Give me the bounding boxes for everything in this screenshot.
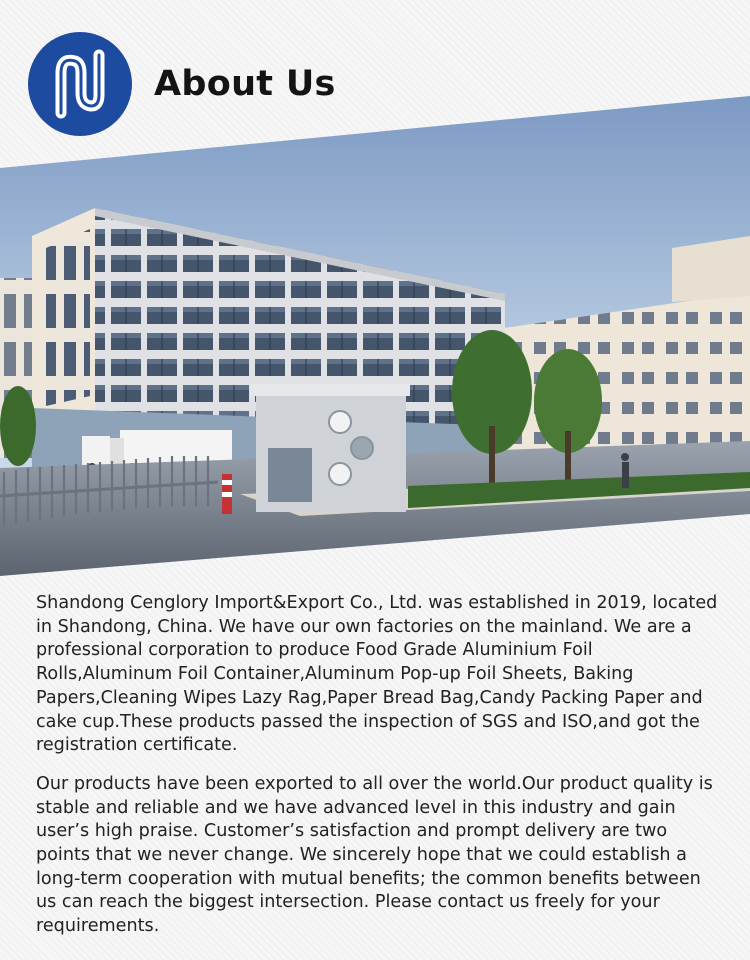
about-paragraph-2: Our products have been exported to all over the world.Our product quality is stable and reliable and we have advanced level in this industry and gain user’s high praise. Customer’s satisfaction and prompt delivery are two points that we never change. We sincerely hope that we could establish a long-term cooperation with mutual benefits; the common benefits between us can reach the biggest intersection. Please contact us freely for your requirements.: [36, 773, 713, 937]
factory-building-image: [0, 96, 750, 576]
about-text: [36, 592, 726, 954]
page-title: About Us: [154, 64, 336, 104]
about-paragraph-1: Shandong Cenglory Import&Export Co., Ltd. was established in 2019, located in Shandong, China. We have our own factories on the mainland. We are a professional corporation to produce Food Grade Aluminium Foil Rolls,Aluminum Foil Container,Aluminum Pop-up Foil Sheets, Baking Papers,Cleaning Wipes Lazy Rag,Paper Bread Bag,Candy Packing Paper and cake cup.These products passed the inspection of SGS and ISO,and got the registration certificate.: [36, 593, 718, 756]
